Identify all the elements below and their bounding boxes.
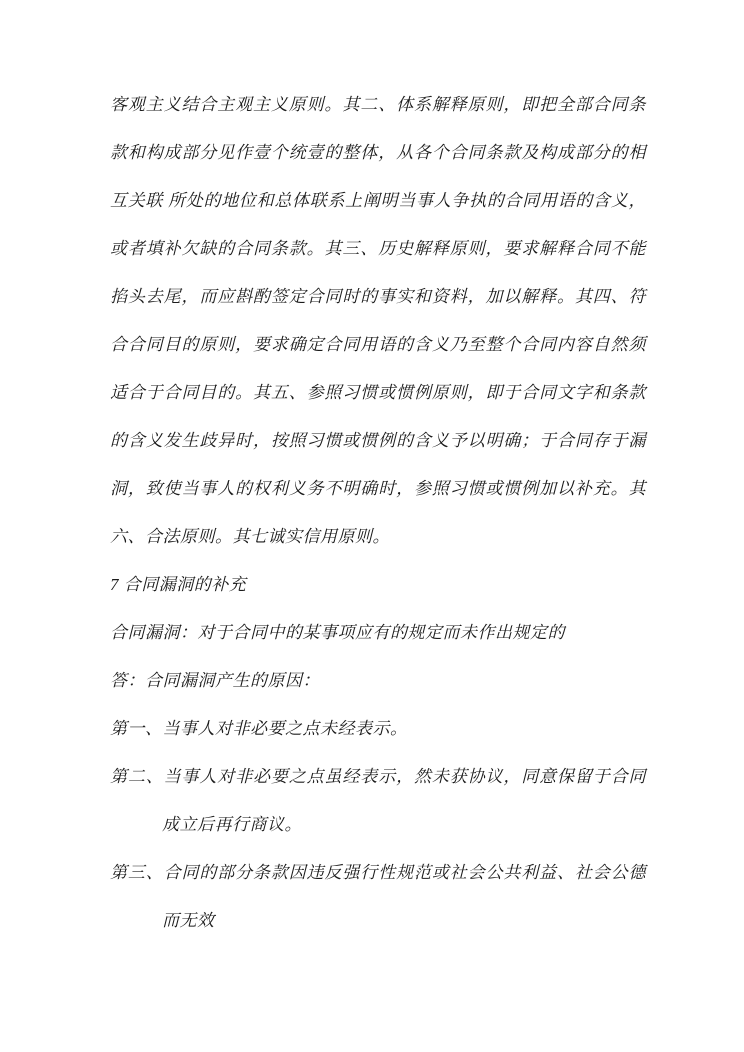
text-line: 第一、当事人对非必要之点未经表示。 [110,719,408,738]
document-text-block [110,81,646,945]
text-line: 第三、合同的部分条款因违反强行性规范或社会公共利益、社会公德 [110,863,646,882]
text-line: 的含义发生歧异时，按照习惯或惯例的含义予以明确；于合同存于漏 [110,431,646,450]
text-line: 客观主义结合主观主义原则。其二、体系解释原则，即把全部合同条 [110,95,646,114]
text-line: 答：合同漏洞产生的原因： [110,671,320,690]
text-line: 掐头去尾，而应斟酌签定合同时的事实和资料，加以解释。其四、符 [110,287,646,306]
section-heading-line: 7 合同漏洞的补充 [110,575,247,594]
text-line: 合同漏洞：对于合同中的某事项应有的规定而未作出规定的 [110,623,565,642]
text-line: 互关联 所处的地位和总体联系上阐明当事人争执的合同用语的含义， [110,191,646,210]
text-line: 款和构成部分见作壹个统壹的整体，从各个合同条款及构成部分的相 [110,143,646,162]
text-line: 第二、当事人对非必要之点虽经表示，然未获协议，同意保留于合同 [110,767,646,786]
text-line: 而无效 [162,911,215,930]
text-line: 成立后再行商议。 [162,815,302,834]
text-line: 或者填补欠缺的合同条款。其三、历史解释原则，要求解释合同不能 [110,239,646,258]
text-line: 合合同目的原则，要求确定合同用语的含义乃至整个合同内容自然须 [110,335,646,354]
text-line: 洞，致使当事人的权利义务不明确时，参照习惯或惯例加以补充。其 [110,479,646,498]
text-line: 适合于合同目的。其五、参照习惯或惯例原则，即于合同文字和条款 [110,383,646,402]
text-line: 六、合法原则。其七诚实信用原则。 [110,527,390,546]
